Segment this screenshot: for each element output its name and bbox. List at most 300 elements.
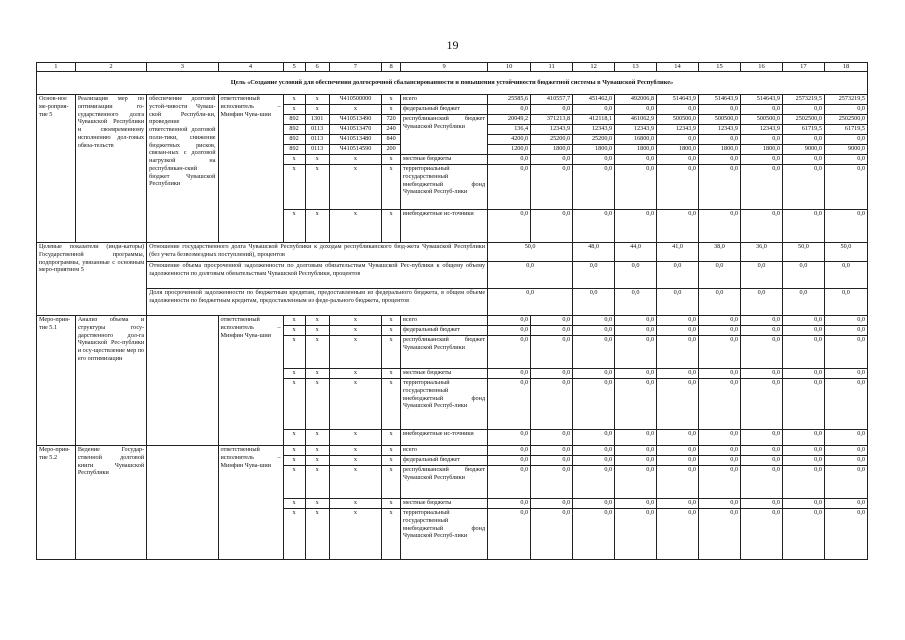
budget-code: x [305,165,329,210]
funding-value: 0,0 [824,155,867,165]
funding-value: 0,0 [740,316,782,326]
funding-value: 12343,9 [615,125,657,135]
funding-value: 1800,0 [699,145,741,155]
budget-code: x [305,379,329,430]
funding-value: 0,0 [657,466,699,499]
column-number: 3 [147,63,218,72]
funding-value: 2502500,0 [824,115,867,125]
funding-value: 0,0 [573,456,615,466]
funding-value: 2502500,0 [782,115,824,125]
funding-value: 514643,9 [740,95,782,105]
funding-value: 0,0 [824,336,867,369]
budget-code: x [382,336,401,369]
funding-value: 0,0 [615,336,657,369]
activity-result: обеспечение долговой устой-чивости Чуваш-ской Республи-ки, проведение ответственной долговой поли-тики, снижение бюджетных рисков, связан-ных с долговой нагрузкой на республикан-ский бюджет Чувашской Республики [147,95,218,243]
indicator-value: 0,0 [782,289,824,316]
funding-value: 0,0 [615,446,657,456]
budget-code: x [283,369,305,379]
funding-value: 0,0 [573,379,615,430]
funding-value: 0,0 [657,210,699,243]
budget-code: x [382,466,401,499]
budget-code: x [329,155,381,165]
funding-value: 0,0 [531,466,573,499]
funding-source: территориальный государственный внебюджетный фонд Чувашской Респуб-лики [401,379,488,430]
funding-value: 0,0 [699,369,741,379]
budget-code: x [305,430,329,446]
funding-value: 0,0 [824,369,867,379]
funding-value: 0,0 [782,105,824,115]
budget-code: x [329,509,381,560]
funding-value: 0,0 [782,155,824,165]
budget-code: 840 [382,135,401,145]
column-number: 1 [37,63,76,72]
funding-value: 0,0 [740,326,782,336]
funding-source: федеральный бюджет [401,456,488,466]
column-number: 13 [615,63,657,72]
funding-value: 0,0 [824,499,867,509]
funding-value: 0,0 [488,379,531,430]
budget-code: x [305,336,329,369]
funding-value: 0,0 [573,466,615,499]
funding-value: 0,0 [782,165,824,210]
budget-code: x [305,466,329,499]
indicator-value: 41,0 [657,243,699,262]
funding-value: 0,0 [740,509,782,560]
funding-value: 0,0 [824,210,867,243]
indicator-value: 44,0 [615,243,657,262]
funding-source: республиканский бюджет Чувашской Республики [401,336,488,369]
funding-value: 0,0 [782,135,824,145]
funding-source: республиканский бюджет Чувашской Республики [401,466,488,499]
budget-code: x [283,210,305,243]
funding-value: 0,0 [699,446,741,456]
budget-code: x [283,446,305,456]
funding-value: 25200,0 [531,135,573,145]
funding-value: 0,0 [615,369,657,379]
budget-code: x [305,210,329,243]
indicator-value: 0,0 [615,262,657,289]
funding-value: 0,0 [615,509,657,560]
funding-value: 0,0 [531,430,573,446]
funding-value: 514643,9 [657,95,699,105]
table-row [37,316,868,326]
funding-value: 0,0 [615,210,657,243]
header-row [37,63,868,72]
funding-value: 0,0 [740,165,782,210]
funding-value: 0,0 [531,155,573,165]
funding-value: 0,0 [657,165,699,210]
budget-code: 720 [382,115,401,125]
budget-code: x [283,165,305,210]
funding-value: 0,0 [657,316,699,326]
funding-value: 0,0 [699,499,741,509]
budget-code: x [283,326,305,336]
funding-value: 0,0 [488,210,531,243]
funding-value: 0,0 [573,430,615,446]
funding-value: 4200,0 [488,135,531,145]
funding-value: 0,0 [531,446,573,456]
funding-value: 12343,9 [699,125,741,135]
funding-value: 0,0 [615,155,657,165]
indicators-label: Целевые показатели (инди-каторы) Государственной программы, подпрограммы, увязанные с основным меро-приятием 5 [37,243,147,316]
indicator-name: Доля просроченной задолженности по бюджетным кредитам, предоставленным из федерального бюджета, в общем объеме задолженности по бюджетным кредитам, предоставленным из феде-рального бюджета, процентов [147,289,488,316]
funding-value: 0,0 [531,165,573,210]
funding-value: 0,0 [531,509,573,560]
column-number: 4 [218,63,283,72]
budget-code: x [305,446,329,456]
funding-value: 0,0 [488,499,531,509]
funding-source: республиканский бюджет Чувашской Республики [401,115,488,155]
budget-code: x [382,105,401,115]
funding-source: местные бюджеты [401,369,488,379]
budget-code: Ч410513490 [329,115,381,125]
budget-code: 892 [283,115,305,125]
funding-value: 0,0 [573,210,615,243]
funding-value: 0,0 [657,326,699,336]
funding-value: 0,0 [657,456,699,466]
funding-value: 0,0 [657,430,699,446]
funding-value: 0,0 [531,499,573,509]
funding-value: 0,0 [488,430,531,446]
funding-value: 61719,5 [782,125,824,135]
column-number: 10 [488,63,531,72]
funding-value: 0,0 [573,105,615,115]
activity-code: Меро-прия-тие 5.1 [37,316,76,446]
budget-code: 1301 [305,115,329,125]
funding-value: 0,0 [782,466,824,499]
funding-value: 0,0 [657,105,699,115]
budget-code: 0113 [305,135,329,145]
responsible-executor: ответственный исполнитель – Минфин Чува-шии [218,95,283,243]
indicator-value: 0,0 [699,289,741,316]
budget-code: x [329,105,381,115]
funding-source: федеральный бюджет [401,326,488,336]
funding-value: 12343,9 [740,125,782,135]
column-number: 5 [283,63,305,72]
indicator-value: 48,0 [573,243,615,262]
funding-source: всего [401,95,488,105]
funding-value: 0,0 [782,316,824,326]
funding-value: 0,0 [573,316,615,326]
budget-code: x [329,379,381,430]
column-number: 7 [329,63,381,72]
funding-value: 0,0 [699,316,741,326]
funding-value: 0,0 [615,430,657,446]
funding-value: 0,0 [782,509,824,560]
funding-value: 12343,9 [573,125,615,135]
budget-code: x [329,326,381,336]
column-number: 9 [401,63,488,72]
indicator-value: 50,0 [824,243,867,262]
funding-value: 0,0 [824,509,867,560]
funding-source: территориальный государственный внебюджетный фонд Чувашской Респуб-лики [401,509,488,560]
funding-value: 0,0 [740,446,782,456]
budget-code: x [283,155,305,165]
budget-code: x [382,369,401,379]
funding-value: 0,0 [488,316,531,326]
funding-value: 0,0 [824,466,867,499]
budget-code: x [329,430,381,446]
table-row [37,95,868,105]
budget-code: x [382,165,401,210]
funding-value: 0,0 [488,326,531,336]
funding-value: 0,0 [488,155,531,165]
funding-value: 1200,0 [488,145,531,155]
funding-value: 0,0 [657,336,699,369]
funding-value: 0,0 [740,379,782,430]
budget-code: x [382,379,401,430]
funding-value: 0,0 [657,135,699,145]
funding-value: 136,4 [488,125,531,135]
budget-code: x [305,369,329,379]
budget-code: x [283,105,305,115]
funding-value: 0,0 [488,105,531,115]
funding-value: 0,0 [488,456,531,466]
page-number: 19 [446,38,459,52]
funding-value: 0,0 [699,165,741,210]
indicator-value: 0,0 [488,289,573,316]
budget-code: Ч410513480 [329,135,381,145]
budget-code: x [283,95,305,105]
budget-code: 0113 [305,125,329,135]
funding-value: 0,0 [740,430,782,446]
indicator-value: 0,0 [615,289,657,316]
activity-name: Анализ объема и структуры госу-дарственного дол-га Чувашской Рес-публики и осу-ществление мер по его оптимизации [75,316,146,446]
funding-value: 0,0 [531,105,573,115]
budget-code: x [382,326,401,336]
funding-value: 0,0 [657,509,699,560]
budget-code: x [382,95,401,105]
budget-code: x [283,499,305,509]
funding-value: 1800,0 [657,145,699,155]
column-number: 14 [657,63,699,72]
budget-code: x [283,509,305,560]
indicator-value: 0,0 [573,289,615,316]
activity-result [147,316,218,446]
funding-source: федеральный бюджет [401,105,488,115]
funding-value: 0,0 [657,379,699,430]
funding-value: 0,0 [573,369,615,379]
funding-value: 500500,0 [699,115,741,125]
budget-code: Ч410513470 [329,125,381,135]
budget-code: x [283,456,305,466]
funding-value: 0,0 [699,336,741,369]
budget-code: x [382,456,401,466]
funding-value: 0,0 [824,105,867,115]
funding-value: 0,0 [824,316,867,326]
funding-value: 0,0 [740,105,782,115]
budget-code: x [329,466,381,499]
funding-source: местные бюджеты [401,155,488,165]
budget-code: x [329,446,381,456]
funding-value: 0,0 [615,499,657,509]
budget-code: x [305,456,329,466]
funding-value: 0,0 [824,326,867,336]
column-number: 2 [75,63,146,72]
funding-value: 1800,0 [740,145,782,155]
funding-value: 0,0 [615,316,657,326]
funding-value: 0,0 [615,326,657,336]
column-number: 8 [382,63,401,72]
funding-value: 0,0 [824,446,867,456]
indicator-row [37,243,868,262]
funding-value: 1800,0 [531,145,573,155]
funding-value: 1800,0 [573,145,615,155]
activity-name: Ведение Государ-ственной долговой книги Чувашской Республики [75,446,146,560]
budget-code: x [382,446,401,456]
funding-value: 0,0 [824,379,867,430]
funding-value: 0,0 [699,379,741,430]
funding-value: 0,0 [782,369,824,379]
budget-code: x [329,210,381,243]
funding-value: 492006,8 [615,95,657,105]
funding-source: местные бюджеты [401,499,488,509]
budget-code: x [305,105,329,115]
budget-code: Ч410500000 [329,95,381,105]
budget-code: x [382,155,401,165]
indicator-value: 0,0 [573,262,615,289]
funding-value: 0,0 [782,336,824,369]
funding-source: территориальный государственный внебюджетный фонд Чувашской Респуб-лики [401,165,488,210]
funding-value: 0,0 [488,165,531,210]
funding-value: 0,0 [573,499,615,509]
budget-code: x [283,430,305,446]
column-number: 15 [699,63,741,72]
funding-value: 0,0 [824,135,867,145]
budget-code: 240 [382,125,401,135]
budget-code: x [329,499,381,509]
funding-value: 0,0 [573,155,615,165]
funding-value: 61719,5 [824,125,867,135]
program-table [36,62,868,560]
funding-value: 0,0 [740,155,782,165]
funding-value: 12343,9 [531,125,573,135]
budget-code: 892 [283,125,305,135]
budget-code: x [382,499,401,509]
funding-source: внебюджетные ис-точники [401,210,488,243]
funding-value: 0,0 [573,326,615,336]
funding-value: 0,0 [531,456,573,466]
funding-value: 0,0 [740,369,782,379]
funding-value: 0,0 [488,509,531,560]
budget-code: x [329,165,381,210]
funding-value: 9000,0 [824,145,867,155]
indicator-value: 36,0 [740,243,782,262]
budget-code: x [283,379,305,430]
funding-value: 1800,0 [615,145,657,155]
funding-value: 0,0 [699,466,741,499]
budget-code: x [305,326,329,336]
budget-code: x [329,369,381,379]
funding-value: 9000,0 [782,145,824,155]
funding-value: 371213,8 [531,115,573,125]
funding-value: 12343,9 [657,125,699,135]
funding-value: 0,0 [531,326,573,336]
indicator-value: 0,0 [740,289,782,316]
funding-value: 0,0 [699,105,741,115]
table-row [37,446,868,456]
goal-row [37,72,868,95]
funding-value: 412118,1 [573,115,615,125]
budget-code: x [305,509,329,560]
activity-code: Меро-прия-тие 5.2 [37,446,76,560]
funding-value: 0,0 [531,369,573,379]
indicator-value: 0,0 [782,262,824,289]
budget-code: x [329,316,381,326]
funding-value: 0,0 [699,155,741,165]
funding-value: 0,0 [824,165,867,210]
indicator-value: 0,0 [824,262,867,289]
budget-code: x [283,466,305,499]
column-number: 12 [573,63,615,72]
indicator-value: 38,0 [699,243,741,262]
indicator-name: Отношение государственного долга Чувашской Республики к доходам республиканского бюд-жета Чувашской Республики (без учета безвозмездных поступлений), процентов [147,243,488,262]
funding-value: 0,0 [573,165,615,210]
funding-source: всего [401,446,488,456]
funding-value: 0,0 [615,466,657,499]
funding-value: 500500,0 [657,115,699,125]
column-number: 6 [305,63,329,72]
funding-source: внебюджетные ис-точники [401,430,488,446]
budget-code: x [305,155,329,165]
funding-value: 0,0 [531,379,573,430]
indicator-row [37,289,868,316]
budget-code: x [305,499,329,509]
funding-value: 0,0 [573,509,615,560]
funding-value: 461062,9 [615,115,657,125]
funding-value: 500500,0 [740,115,782,125]
funding-value: 0,0 [615,379,657,430]
indicator-row [37,262,868,289]
funding-value: 0,0 [699,326,741,336]
budget-code: x [382,316,401,326]
budget-code: x [382,430,401,446]
funding-value: 0,0 [740,336,782,369]
indicator-value: 50,0 [488,243,573,262]
indicator-name: Отношение объема просроченной задолженности по долговым обязательствам Чувашской Рес-публики к общему объему задолженности по долговым обязательствам Чувашской Республики, процентов [147,262,488,289]
activity-code: Основ-ное ме-роприя-тие 5 [37,95,76,243]
funding-value: 0,0 [531,210,573,243]
funding-value: 0,0 [699,509,741,560]
funding-value: 25200,0 [573,135,615,145]
budget-code: x [382,210,401,243]
activity-name: Реализация мер по оптимизации го-сударственного долга Чувашской Республики и своевременному исполнению дол-говых обяза-тельств [75,95,146,243]
goal-title: Цель «Создание условий для обеспечения долгосрочной сбалансированности и повышения устойчивости бюджетной системы в Чувашской Республике» [37,72,868,95]
funding-value: 0,0 [740,466,782,499]
funding-value: 0,0 [488,466,531,499]
indicator-value: 0,0 [657,262,699,289]
activity-result [147,446,218,560]
funding-value: 0,0 [488,336,531,369]
funding-value: 0,0 [488,369,531,379]
funding-value: 0,0 [531,336,573,369]
funding-value: 0,0 [615,456,657,466]
funding-value: 2573219,5 [824,95,867,105]
funding-value: 0,0 [782,210,824,243]
budget-code: 892 [283,145,305,155]
budget-code: x [329,336,381,369]
funding-source: всего [401,316,488,326]
funding-value: 0,0 [573,446,615,456]
budget-code: x [305,316,329,326]
funding-value: 0,0 [782,499,824,509]
budget-code: 0113 [305,145,329,155]
budget-code: x [329,456,381,466]
column-number: 16 [740,63,782,72]
funding-value: 0,0 [740,210,782,243]
funding-value: 0,0 [657,499,699,509]
funding-value: 0,0 [699,430,741,446]
